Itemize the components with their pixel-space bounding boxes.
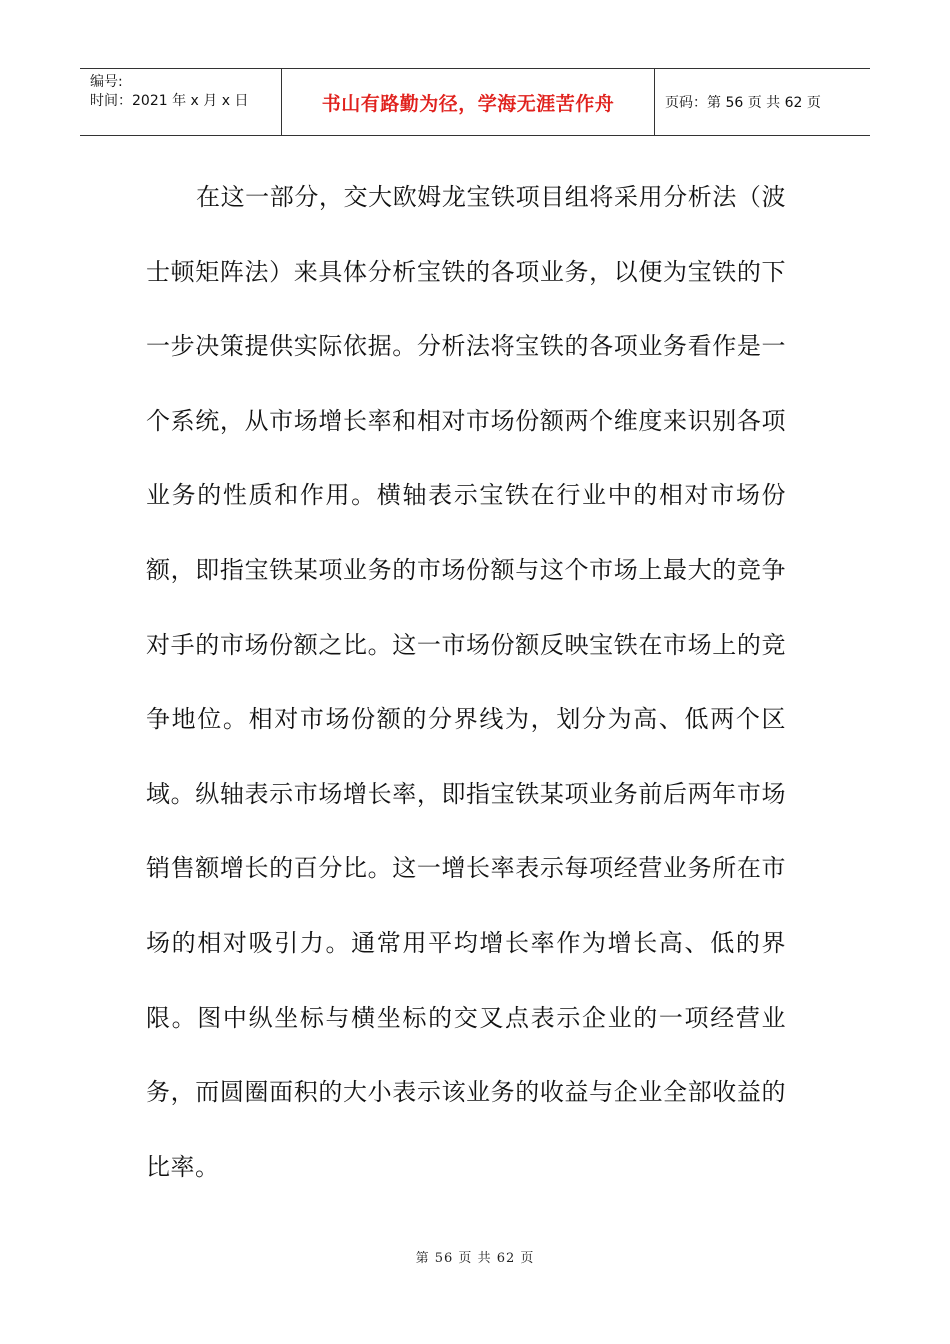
document-date-label: 时间：2021 年 x 月 x 日 <box>90 93 249 109</box>
page-footer: 第 56 页 共 62 页 <box>415 1251 535 1266</box>
document-code-label: 编号: <box>90 74 123 90</box>
document-header <box>80 68 870 136</box>
header-page-info: 页码：第 56 页 共 62 页 <box>665 95 821 111</box>
body-paragraph: 在这一部分，交大欧姆龙宝铁项目组将采用分析法（波士顿矩阵法）来具体分析宝铁的各项业务，以便为宝铁的下一步决策提供实际依据。分析法将宝铁的各项业务看作是一个系统，从市场增长率和相对市场份额两个维度来识别各项业务的性质和作用。横轴表示宝铁在行业中的相对市场份额，即指宝铁某项业务的市场份额与这个市场上最大的竞争对手的市场份额之比。这一市场份额反映宝铁在市场上的竞争地位。相对市场份额的分界线为，划分为高、低两个区域。纵轴表示市场增长率，即指宝铁某项业务前后两年市场销售额增长的百分比。这一增长率表示每项经营业务所在市场的相对吸引力。通常用平均增长率作为增长高、低的界限。图中纵坐标与横坐标的交叉点表示企业的一项经营业务，而圆圈面积的大小表示该业务的收益与企业全部收益的比率。 <box>146 183 786 1181</box>
header-meta-cell <box>80 69 282 135</box>
header-motto: 书山有路勤为径，学海无涯苦作舟 <box>282 69 655 135</box>
